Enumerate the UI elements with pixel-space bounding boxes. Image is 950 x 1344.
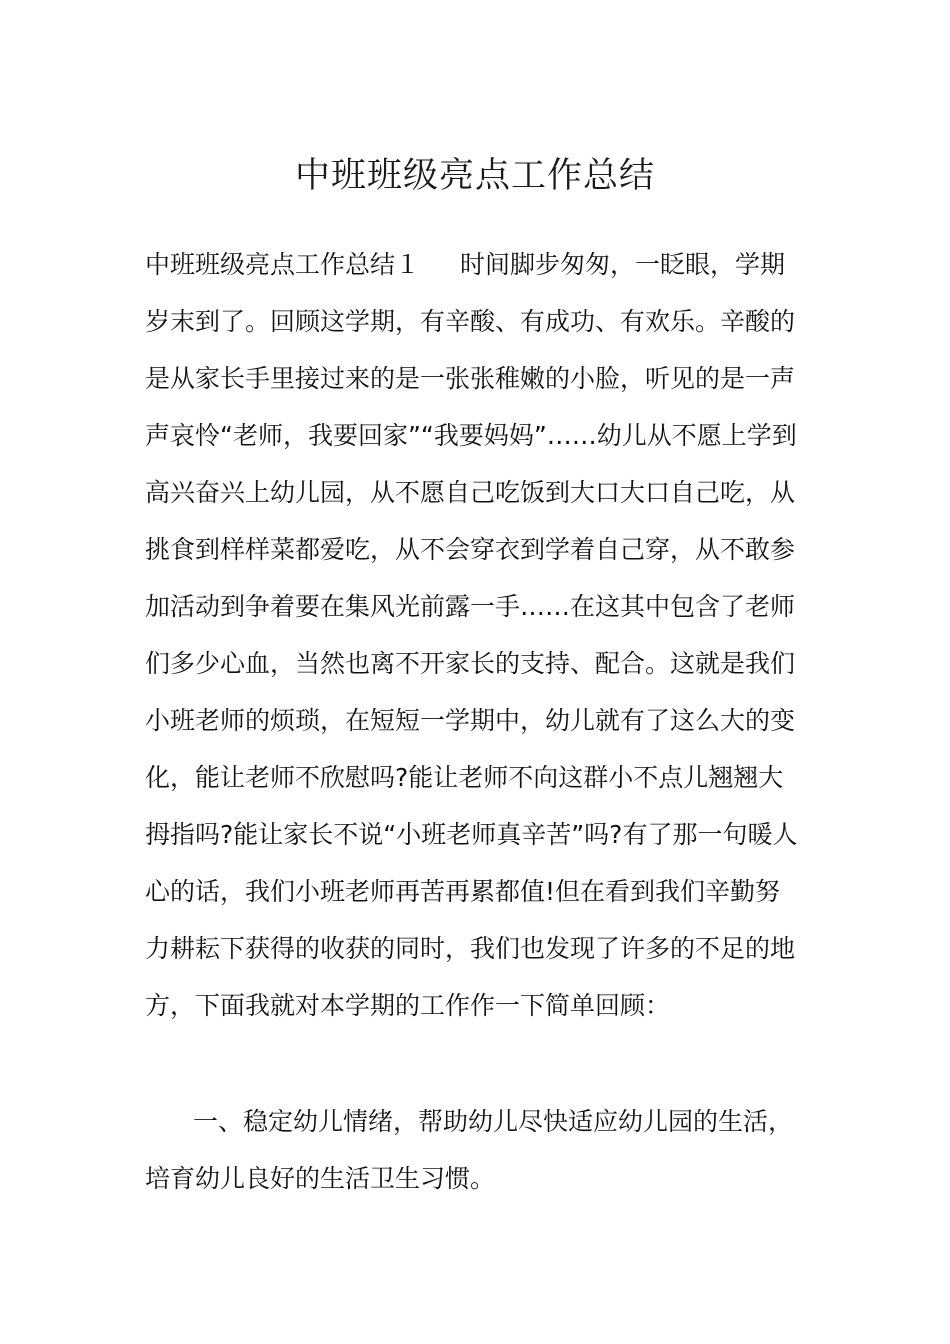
section-heading: 中班班级亮点工作总结１ [145,250,421,279]
paragraph-intro [145,236,805,1034]
paragraph-text: 一、稳定幼儿情绪，帮助幼儿尽快适应幼儿园的生活，培育幼儿良好的生活卫生习惯。 [145,1107,794,1193]
paragraph-point-one [145,1093,805,1207]
document-title: 中班班级亮点工作总结 [294,156,655,196]
paragraph-text: 时间脚步匆匆，一眨眼，学期岁末到了。回顾这学期，有辛酸、有成功、有欢乐。辛酸的是从家长手里接过来的是一张张稚嫩的小脸，听见的是一声声哀怜“老师，我要回家”“我要妈妈”……幼儿从不愿上学到高兴奋兴上幼儿园，从不愿自己吃饭到大口大口自己吃，从挑食到样样菜都爱吃，从不会穿衣到学着自己穿，从不敢参加活动到争着要在集风光前露一手……在这其中包含了老师们多少心血，当然也离不开家长的支持、配合。这就是我们小班老师的烦琐，在短短一学期中，幼儿就有了这么大的变化，能让老师不欣慰吗?能让老师不向这群小不点儿翘翘大拇指吗?能让家长不说“小班老师真辛苦”吗?有了那一句暖人心的话，我们小班老师再苦再累都值!但在看到我们辛勤努力耕耘下获得的收获的同时，我们也发现了许多的不足的地方，下面我就对本学期的工作作一下简单回顾： [145,250,798,1020]
